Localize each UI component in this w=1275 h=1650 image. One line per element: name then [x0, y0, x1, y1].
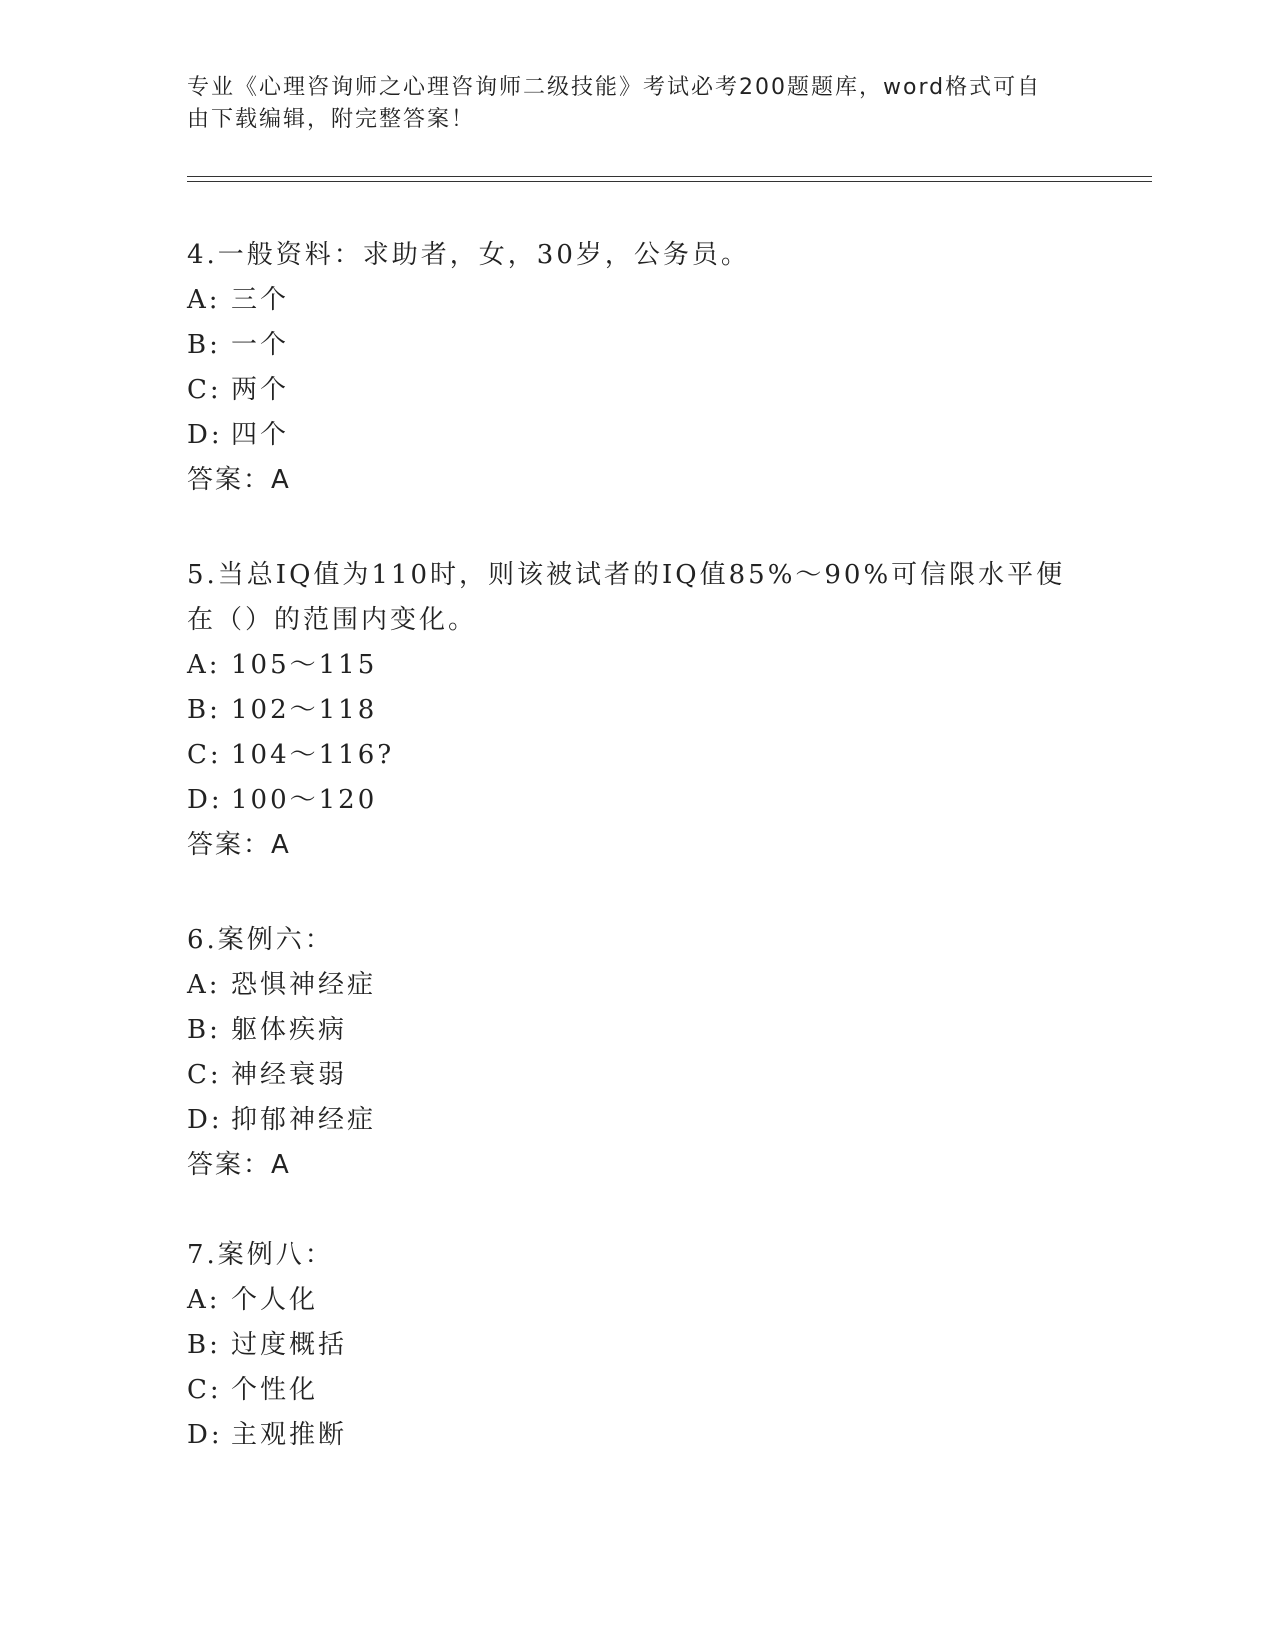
answer-line: 答案：A — [187, 1150, 291, 1180]
option-key: B: — [187, 330, 221, 360]
option-key: A: — [187, 650, 221, 680]
option-key: D: — [187, 1105, 223, 1135]
option-text: 恐惧神经症 — [231, 970, 377, 1000]
option-b — [187, 323, 1087, 368]
option-key: D: — [187, 785, 223, 815]
header-line-1: 专业《心理咨询师之心理咨询师二级技能》考试必考200题题库，word格式可自 — [187, 75, 1042, 100]
option-text: 104～116? — [231, 740, 395, 770]
option-d — [187, 1098, 1087, 1143]
document-header — [187, 72, 1067, 136]
question-4 — [187, 233, 1087, 503]
option-text: 主观推断 — [231, 1420, 348, 1450]
question-stem: 7.案例八： — [187, 1240, 334, 1270]
option-key: B: — [187, 695, 221, 725]
question-7 — [187, 1233, 1087, 1458]
option-text: 四个 — [231, 420, 290, 450]
option-d — [187, 778, 1087, 823]
option-key: B: — [187, 1330, 221, 1360]
option-text: 个性化 — [231, 1375, 319, 1405]
option-text: 一个 — [231, 330, 290, 360]
option-text: 个人化 — [231, 1285, 319, 1315]
option-key: C: — [187, 375, 222, 405]
option-key: C: — [187, 1060, 222, 1090]
answer-line: 答案：A — [187, 465, 291, 495]
option-text: 神经衰弱 — [231, 1060, 348, 1090]
option-key: A: — [187, 1285, 221, 1315]
option-text: 躯体疾病 — [231, 1015, 348, 1045]
option-c — [187, 1053, 1087, 1098]
option-a — [187, 278, 1087, 323]
question-6 — [187, 918, 1087, 1188]
option-text: 三个 — [231, 285, 290, 315]
option-b — [187, 1323, 1087, 1368]
option-a — [187, 1278, 1087, 1323]
option-text: 过度概括 — [231, 1330, 348, 1360]
option-c — [187, 1368, 1087, 1413]
option-d — [187, 413, 1087, 458]
option-text: 抑郁神经症 — [231, 1105, 377, 1135]
answer-line: 答案：A — [187, 830, 291, 860]
option-a — [187, 643, 1087, 688]
option-key: D: — [187, 1420, 223, 1450]
question-stem: 4.一般资料：求助者，女，30岁，公务员。 — [187, 240, 750, 270]
option-key: C: — [187, 740, 222, 770]
option-key: A: — [187, 970, 221, 1000]
option-key: B: — [187, 1015, 221, 1045]
option-d — [187, 1413, 1087, 1458]
option-key: D: — [187, 420, 223, 450]
header-divider-top — [187, 176, 1152, 177]
option-b — [187, 688, 1087, 733]
option-b — [187, 1008, 1087, 1053]
header-line-2: 由下载编辑，附完整答案！ — [187, 107, 476, 132]
option-key: C: — [187, 1375, 222, 1405]
header-divider-bottom — [187, 181, 1152, 182]
question-stem: 5.当总IQ值为110时，则该被试者的IQ值85%～90%可信限水平便在（）的范围内变化。 — [187, 560, 1066, 635]
question-stem: 6.案例六： — [187, 925, 334, 955]
option-text: 105～115 — [231, 650, 378, 680]
option-key: A: — [187, 285, 221, 315]
option-text: 102～118 — [231, 695, 378, 725]
option-text: 两个 — [231, 375, 290, 405]
option-c — [187, 733, 1087, 778]
option-c — [187, 368, 1087, 413]
option-a — [187, 963, 1087, 1008]
option-text: 100～120 — [231, 785, 378, 815]
question-5 — [187, 553, 1087, 868]
